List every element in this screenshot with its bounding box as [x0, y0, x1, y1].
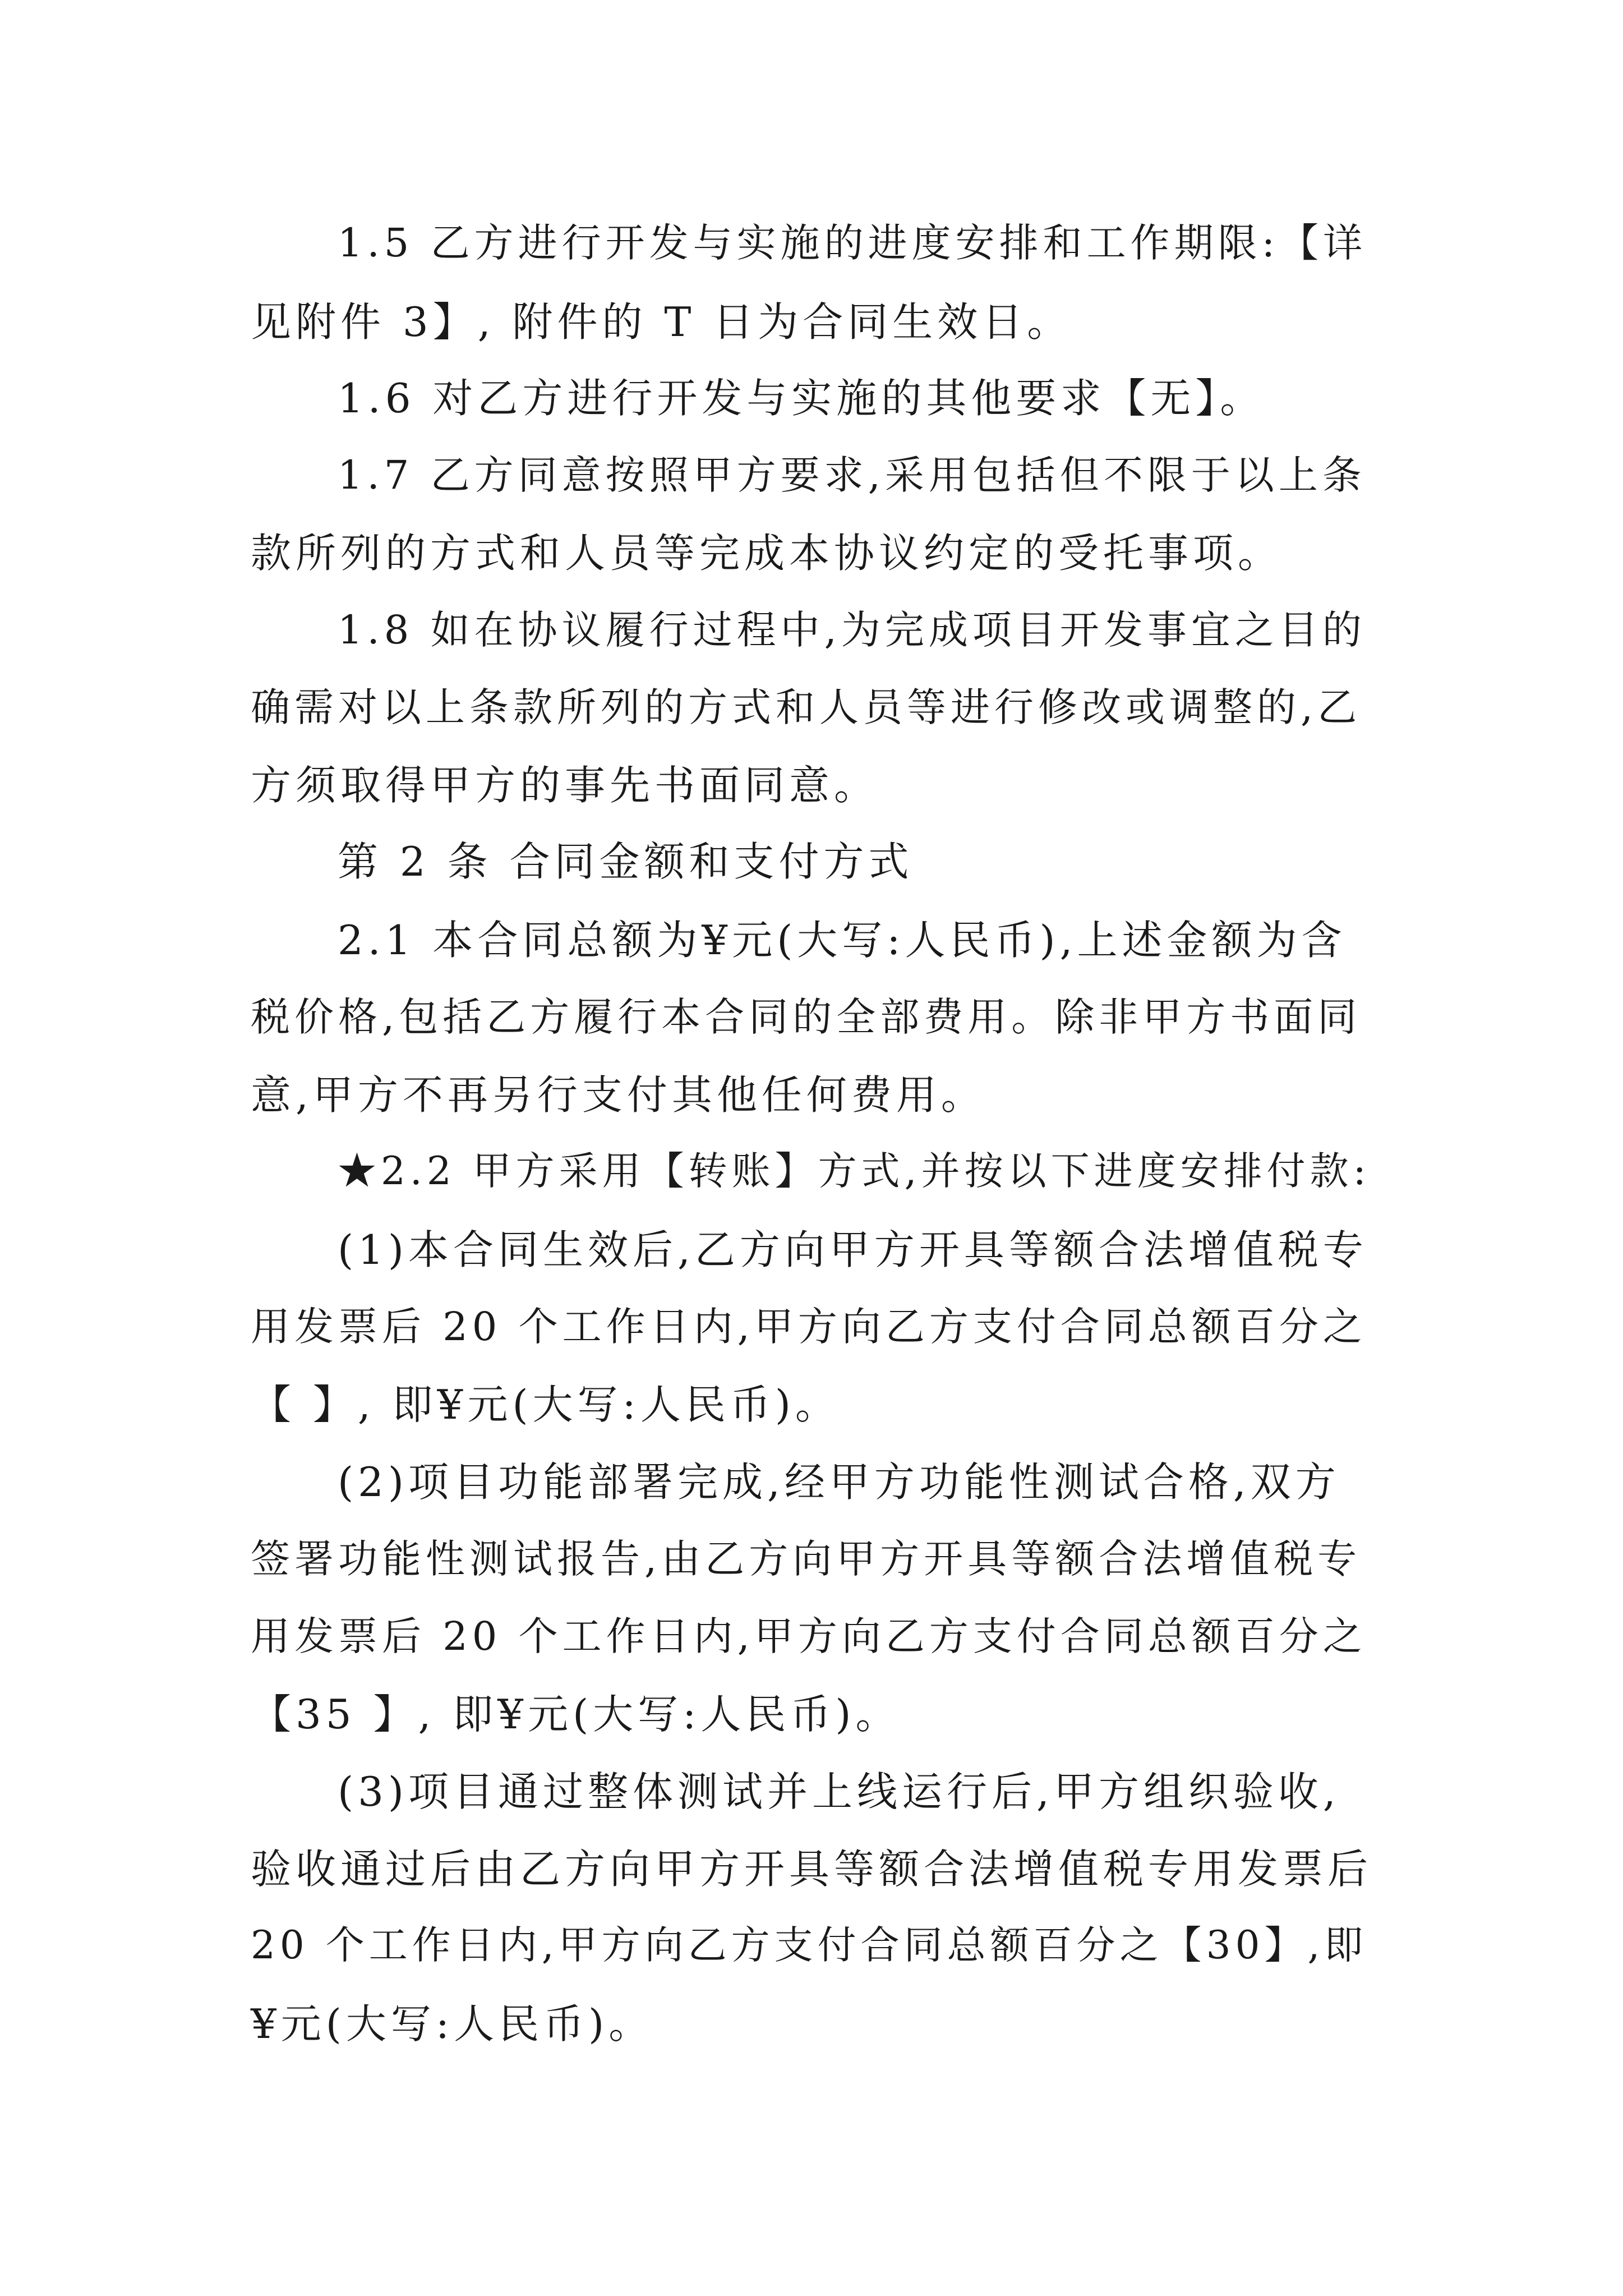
- clause-1-8-line-1: 1.8 如在协议履行过程中,为完成项目开发事宜之目的: [338, 607, 1366, 653]
- clause-1-8-line-2: 确需对以上条款所列的方式和人员等进行修改或调整的,乙: [251, 684, 1362, 730]
- clause-2-1-line-2: 税价格,包括乙方履行本合同的全部费用。除非甲方书面同: [251, 994, 1362, 1040]
- payment-1-line-3: 【 】, 即¥元(大写:人民币)。: [251, 1381, 840, 1428]
- payment-1-line-2: 用发票后 20 个工作日内,甲方向乙方支付合同总额百分之: [251, 1304, 1367, 1350]
- clause-1-5-line-1: 1.5 乙方进行开发与实施的进度安排和工作期限:【详: [338, 220, 1367, 266]
- clause-1-8-line-3: 方须取得甲方的事先书面同意。: [251, 762, 879, 809]
- payment-3-line-1: (3)项目通过整体测试并上线运行后,甲方组织验收,: [338, 1768, 1340, 1815]
- clause-1-7-line-2: 款所列的方式和人员等完成本协议约定的受托事项。: [251, 530, 1283, 577]
- payment-2-line-2: 签署功能性测试报告,由乙方向甲方开具等额合法增值税专: [251, 1536, 1362, 1582]
- clause-2-2: ★2.2 甲方采用【转账】方式,并按以下进度安排付款:: [338, 1149, 1371, 1194]
- payment-3-line-3: 20 个工作日内,甲方向乙方支付合同总额百分之【30】,即: [251, 1923, 1368, 1968]
- clause-1-7-line-1: 1.7 乙方同意按照甲方要求,采用包括但不限于以上条: [338, 452, 1366, 498]
- clause-1-5-line-2: 见附件 3】, 附件的 T 日为合同生效日。: [251, 298, 1072, 346]
- clause-2-1-line-3: 意,甲方不再另行支付其他任何费用。: [251, 1071, 986, 1119]
- payment-3-line-2: 验收通过后由乙方向甲方开具等额合法增值税专用发票后: [251, 1846, 1373, 1893]
- payment-2-line-3: 用发票后 20 个工作日内,甲方向乙方支付合同总额百分之: [251, 1613, 1367, 1659]
- clause-1-6: 1.6 对乙方进行开发与实施的其他要求【无】。: [338, 375, 1265, 422]
- payment-2-line-1: (2)项目功能部署完成,经甲方功能性测试合格,双方: [338, 1458, 1340, 1506]
- article-2-heading: 第 2 条 合同金额和支付方式: [338, 838, 914, 885]
- payment-2-line-4: 【35 】, 即¥元(大写:人民币)。: [251, 1691, 901, 1738]
- payment-1-line-1: (1)本合同生效后,乙方向甲方开具等额合法增值税专: [338, 1226, 1368, 1273]
- payment-3-line-4: ¥元(大写:人民币)。: [251, 2000, 654, 2047]
- clause-2-1-line-1: 2.1 本合同总额为¥元(大写:人民币),上述金额为含: [338, 917, 1347, 964]
